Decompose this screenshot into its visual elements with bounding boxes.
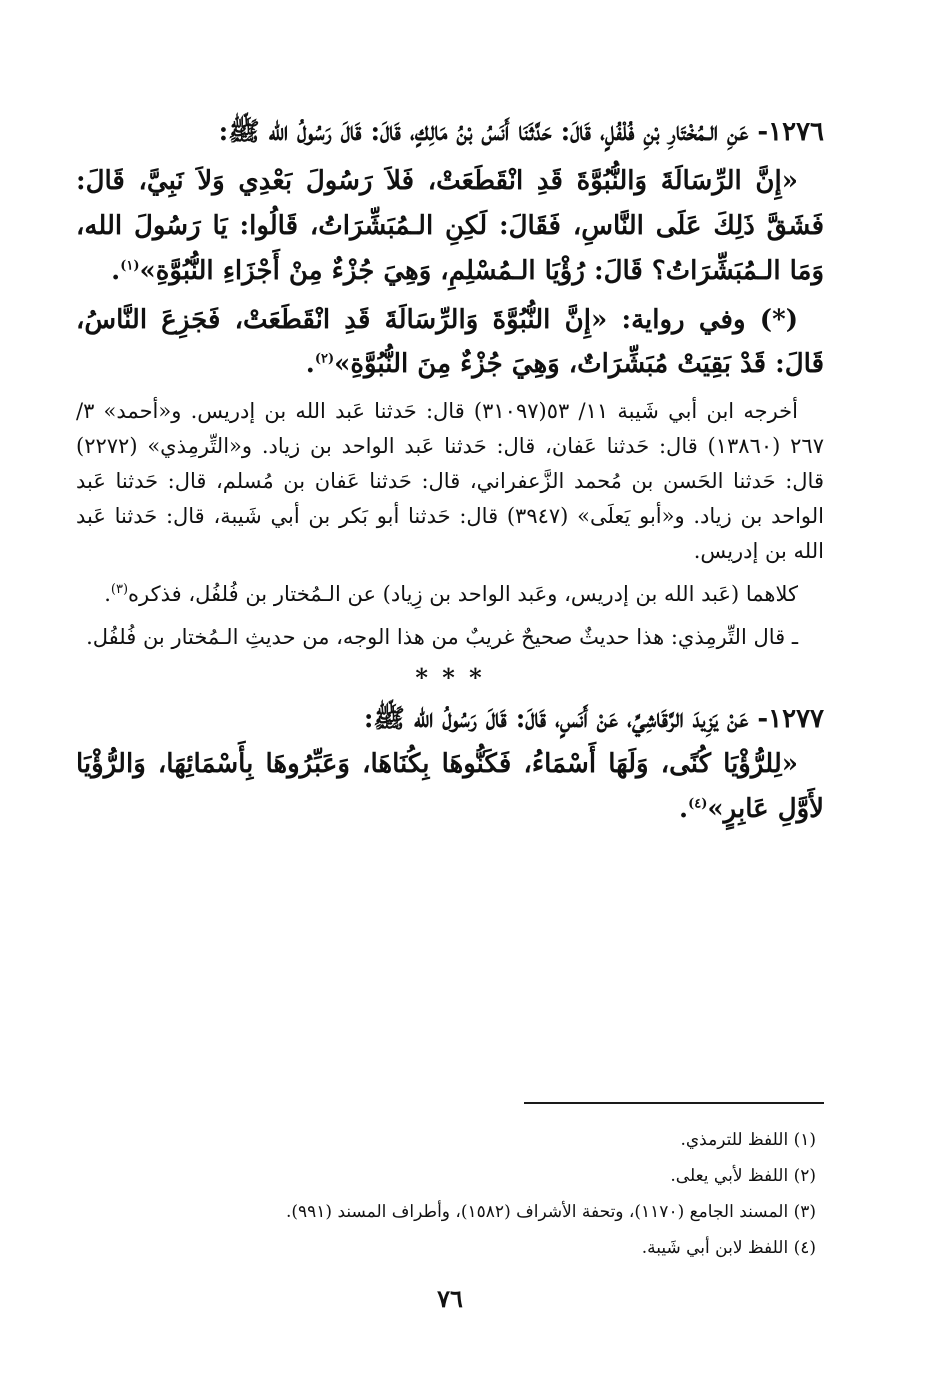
kilahuma-body: كلاهما (عَبد الله بن إدريس، وعَبد الواحد بن زِياد) عن الـمُختار بن فُلفُل، فذكره [128, 582, 798, 606]
hadith-1277-text-body: «لِلرُّؤْيَا كُنًى، وَلَهَا أَسْمَاءُ، فَكَنُّوهَا بِكُنَاهَا، وَعَبِّرُوهَا بِأَسْمَائِهَا، وَالرُّؤْيَا لأَوَّلِ عَابِرٍ» [76, 749, 824, 824]
hadith-1276-kilahuma [76, 577, 824, 612]
hadith-1276-intro: ١٢٧٦- عَنِ الـمُخْتَارِ بْنِ فُلْفُلٍ، قَالَ: حَدَّثَنَا أَنَسُ بْنُ مَالِكٍ، قَالَ: قَالَ رَسُولُ الله ﷺ: [218, 117, 824, 147]
hadith-1276-tirmidhi-note: ـ قال التِّرمِذي: هذا حديثٌ صحيحٌ غريبٌ من هذا الوجه، من حديثِ الـمُختار بن فُلفُل. [86, 625, 798, 649]
footnote-divider [524, 1102, 824, 1104]
hadith-1277-text [76, 742, 824, 832]
footnote-3: (٣) المسند الجامع (١١٧٠)، وتحفة الأشراف (١٥٨٢)، وأطراف المسند (٩٩١). [285, 1202, 816, 1222]
hadith-1276-riwaya [76, 298, 824, 386]
hadith-1276-text-end: . [111, 256, 121, 286]
hadith-1277-text-end: . [679, 794, 689, 824]
riwaya-end: . [305, 349, 315, 379]
footnote-ref-4: (٤) [688, 796, 708, 812]
footnotes [76, 1122, 824, 1266]
footnote-ref-3: (٣) [110, 582, 129, 597]
footnote-ref-2: (٢) [314, 351, 335, 367]
page-number: ٧٦ [437, 1284, 463, 1313]
hadith-1276-text-body: «إِنَّ الرِّسَالَةَ وَالنُّبُوَّةَ قَدِ انْقَطَعَتْ، فَلاَ رَسُولَ بَعْدِي وَلاَ نَبِيَّ، قَالَ: فَشَقَّ ذَلِكَ عَلَى النَّاسِ، فَقَالَ: لَكِنِ الـمُبَشِّرَاتُ، قَالُوا: يَا رَسُولَ الله، وَمَا الـمُبَشِّرَاتُ؟ قَالَ: رُؤْيَا الـمُسْلِمِ، وَهِيَ جُزْءٌ مِنْ أَجْزَاءِ النُّبُوَّةِ» [76, 166, 824, 286]
footnote-ref-1: (١) [120, 258, 140, 274]
hadith-1277-intro: ١٢٧٧- عَنْ يَزِيدَ الرَّقَاشِيِّ، عَنْ أَنَسٍ، قَالَ: قَالَ رَسُولُ الله ﷺ: [363, 704, 824, 734]
section-separator: * * * [415, 663, 485, 692]
hadith-1276-takhrij: أخرجه ابن أبي شَيبة ١١/ ٥٣(٣١٠٩٧) قال: حَدثنا عَبد الله بن إدريس. و«أحمد» ٣/ ٢٦٧ (١٣٨٦٠) قال: حَدثنا عَفان، قال: حَدثنا عَبد الواحد بن زياد. و«التِّرمِذي» (٢٢٧٢) قال: حَدثنا الحَسن بن مُحمد الزَّعفراني، قال: حَدثنا عَفان بن مُسلم، قال: حَدثنا عَبد الواحد بن زياد. و«أبو يَعلَى» (٣٩٤٧) قال: حَدثنا أبو بَكر بن أبي شَيبة، قال: حَدثنا عَبد الله بن إدريس. [76, 399, 825, 563]
book-page [76, 110, 824, 1370]
footnote-2: (٢) اللفظ لأبي يعلى. [670, 1166, 816, 1186]
kilahuma-end: . [104, 582, 111, 606]
footnote-1: (١) اللفظ للترمذي. [680, 1130, 816, 1150]
riwaya-body: (*) وفي رواية: «إِنَّ النُّبُوَّةَ وَالرِّسَالَةَ قَدِ انْقَطَعَتْ، فَجَزِعَ النَّاسُ، قَالَ: قَدْ بَقِيَتْ مُبَشِّرَاتٌ، وَهِيَ جُزْءٌ مِنَ النُّبُوَّةِ» [76, 305, 824, 379]
hadith-1276-text [76, 159, 824, 294]
footnote-4: (٤) اللفظ لابن أبي شَيبة. [641, 1238, 816, 1258]
